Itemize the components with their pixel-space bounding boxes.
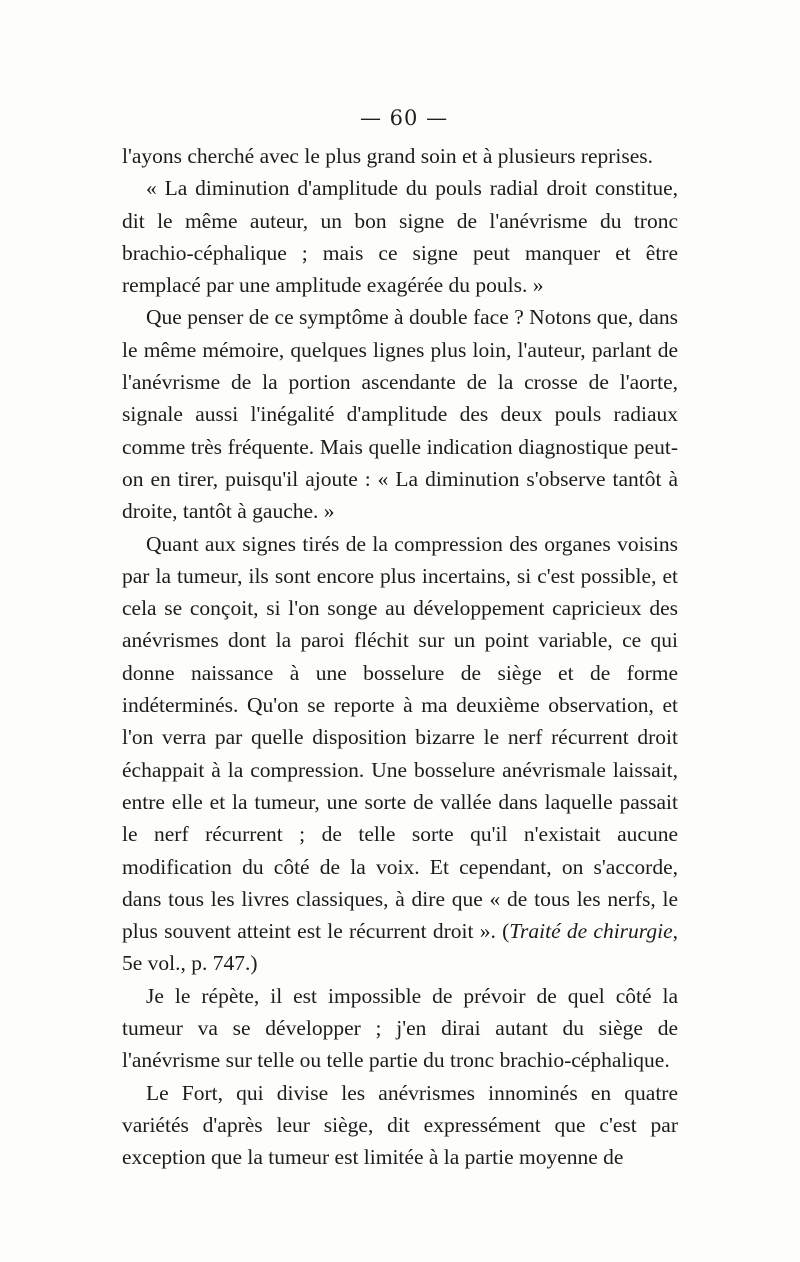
compression-text-before: Quant aux signes tirés de la compression des organes voisins par la tumeur, ils sont encore plus incertains, si c'est possible, et cela se conçoit, si l'on songe au développement capricieux des anévrismes dont la paroi fléchit sur un point variable, ce qui donne naissance à une bosselure de siège et de forme indéterminés. Qu'on se reporte à ma deuxième observation, et l'on verra par quelle disposition bizarre le nerf récurrent droit échappait à la compression. Une bosselure anévrismale laissait, entre elle et la tumeur, une sorte de vallée dans laquelle passait le nerf récurrent ; de telle sorte qu'il n'existait aucune modification du côté de la voix. Et cependant, on s'accorde, dans tous les livres classiques, à dire que « de tous les nerfs, le plus souvent atteint est le récurrent droit ». ( [122,531,678,944]
paragraph-symptom: Que penser de ce symptôme à double face ? Notons que, dans le même mémoire, quelques lignes plus loin, l'auteur, parlant de l'anévrisme de la portion ascendante de la crosse de l'aorte, signale aussi l'inégalité d'amplitude des deux pouls radiaux comme très fréquente. Mais quelle indication diagnostique peut-on en tirer, puisqu'il ajoute : « La diminution s'observe tantôt à droite, tantôt à gauche. » [122,305,678,524]
body-text [122,140,678,1174]
paragraph-le-fort: Le Fort, qui divise les anévrismes innominés en quatre variétés d'après leur siège, dit expressément que c'est par exception que la tumeur est limitée à la partie moyenne de [122,1080,678,1170]
paragraph-repetition: Je le répète, il est impossible de prévoir de quel côté la tumeur va se développer ; j'en dirai autant du siège de l'anévrisme sur telle ou telle partie du tronc brachio-céphalique. [122,983,678,1073]
book-title-italic: Traité de chirurgie [509,919,673,944]
compression-text-after: , 5e vol., p. 747.) [122,919,678,976]
paragraph-compression [122,528,678,980]
paragraph-quote: « La diminution d'amplitude du pouls radial droit constitue, dit le même auteur, un bon signe de l'anévrisme du tronc brachio-céphalique ; mais ce signe peut manquer et être remplacé par une amplitude exagérée du pouls. » [122,176,678,298]
page-number: — 60 — [360,106,449,130]
paragraph-continuation: l'ayons cherché avec le plus grand soin et à plusieurs reprises. [122,144,654,168]
